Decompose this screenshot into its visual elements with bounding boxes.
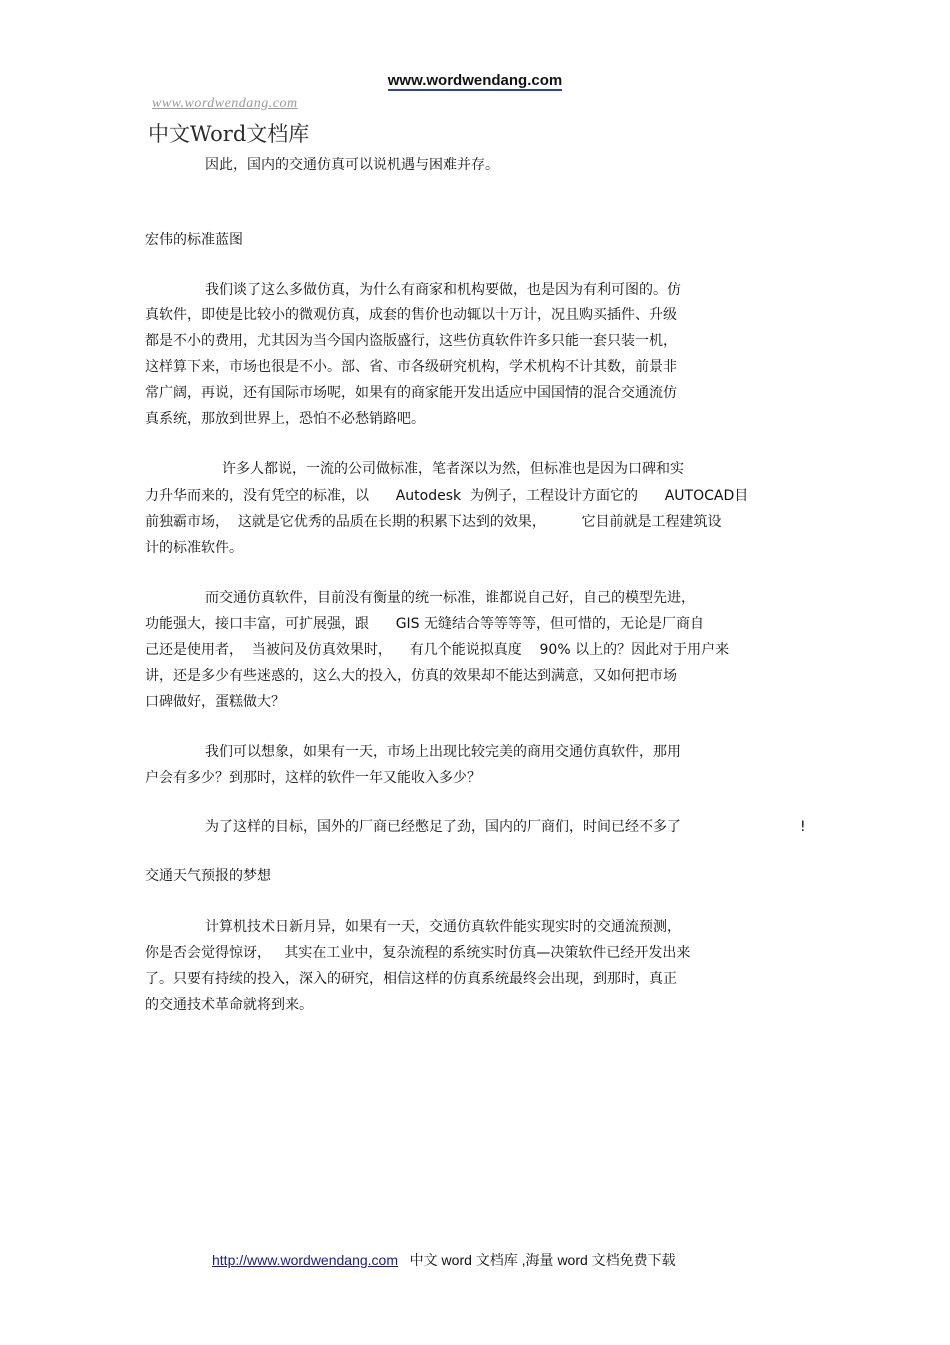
- para-nostandard-line: 而交通仿真软件，目前没有衡量的统一标准，谁都说自己好，自己的模型先进，: [205, 590, 695, 606]
- header-site-link[interactable]: [0, 72, 950, 89]
- para-autodesk-line: 力升华而来的，没有凭空的标准，以 Autodesk 为例子，工程设计方面它的 AUTOCAD目: [145, 488, 749, 504]
- para-profit-line: 这样算下来，市场也很是不小。部、省、市各级研究机构，学术机构不计其数，前景非: [145, 359, 677, 375]
- para-profit-line: 都是不小的费用，尤其因为当今国内盗版盛行，这些仿真软件许多只能一套只装一机，: [145, 333, 677, 349]
- para-future-line: 你是否会觉得惊讶， 其实在工业中，复杂流程的系统实时仿真—决策软件已经开发出来: [145, 945, 691, 961]
- para-intro-line: 因此，国内的交通仿真可以说机遇与困难并存。: [205, 157, 499, 173]
- header-site-text[interactable]: www.wordwendang.com: [387, 72, 563, 89]
- section-heading-standard: 宏伟的标准蓝图: [145, 232, 243, 248]
- para-goal-exclaim: !: [800, 819, 806, 835]
- para-autodesk-line: 前独霸市场， 这就是它优秀的品质在长期的积累下达到的效果， 它目前就是工程建筑设: [145, 514, 722, 530]
- para-profit-line: 真系统，那放到世界上，恐怕不必愁销路吧。: [145, 411, 425, 427]
- para-future-line: 了。只要有持续的投入，深入的研究，相信这样的仿真系统最终会出现，到那时，真正: [145, 971, 677, 987]
- para-profit-line: 真软件，即使是比较小的微观仿真，成套的售价也动辄以十万计，况且购买插件、升级: [145, 307, 677, 323]
- section-heading-forecast: 交通天气预报的梦想: [145, 868, 271, 884]
- para-future-line: 计算机技术日新月异，如果有一天，交通仿真软件能实现实时的交通流预测，: [205, 919, 681, 935]
- site-logo: [144, 96, 312, 150]
- logo-watermark: www.wordwendang.com: [152, 96, 298, 111]
- logo-name: 中文Word文档库: [148, 122, 310, 146]
- para-nostandard-line: 口碑做好，蛋糕做大？: [145, 694, 285, 710]
- para-autodesk-line: 许多人都说，一流的公司做标准，笔者深以为然，但标准也是因为口碑和实: [222, 461, 684, 477]
- footer-tagline: 中文 word 文档库 ,海量 word 文档免费下载: [409, 1252, 676, 1268]
- para-goal-line: 为了这样的目标，国外的厂商已经憋足了劲，国内的厂商们，时间已经不多了: [205, 819, 681, 835]
- para-profit-line: 常广阔，再说，还有国际市场呢，如果有的商家能开发出适应中国国情的混合交通流仿: [145, 385, 677, 401]
- para-autodesk-line: 计的标准软件。: [145, 540, 243, 556]
- para-imagine-line: 户会有多少？到那时，这样的软件一年又能收入多少？: [145, 770, 481, 786]
- para-future-line: 的交通技术革命就将到来。: [145, 997, 313, 1013]
- para-imagine-line: 我们可以想象，如果有一天，市场上出现比较完美的商用交通仿真软件，那用: [205, 744, 681, 760]
- para-nostandard-line: 己还是使用者， 当被问及仿真效果时， 有几个能说拟真度 90% 以上的？因此对于用户来: [145, 642, 730, 658]
- para-profit-line: 我们谈了这么多做仿真，为什么有商家和机构要做，也是因为有利可图的。仿: [205, 282, 681, 298]
- para-nostandard-line: 讲，还是多少有些迷惑的，这么大的投入，仿真的效果却不能达到满意，又如何把市场: [145, 668, 677, 684]
- page-footer: [212, 1250, 676, 1270]
- para-nostandard-line: 功能强大，接口丰富，可扩展强，跟 GIS 无缝结合等等等等，但可惜的，无论是厂商自: [145, 616, 705, 632]
- footer-url-link[interactable]: http://www.wordwendang.com: [212, 1252, 398, 1268]
